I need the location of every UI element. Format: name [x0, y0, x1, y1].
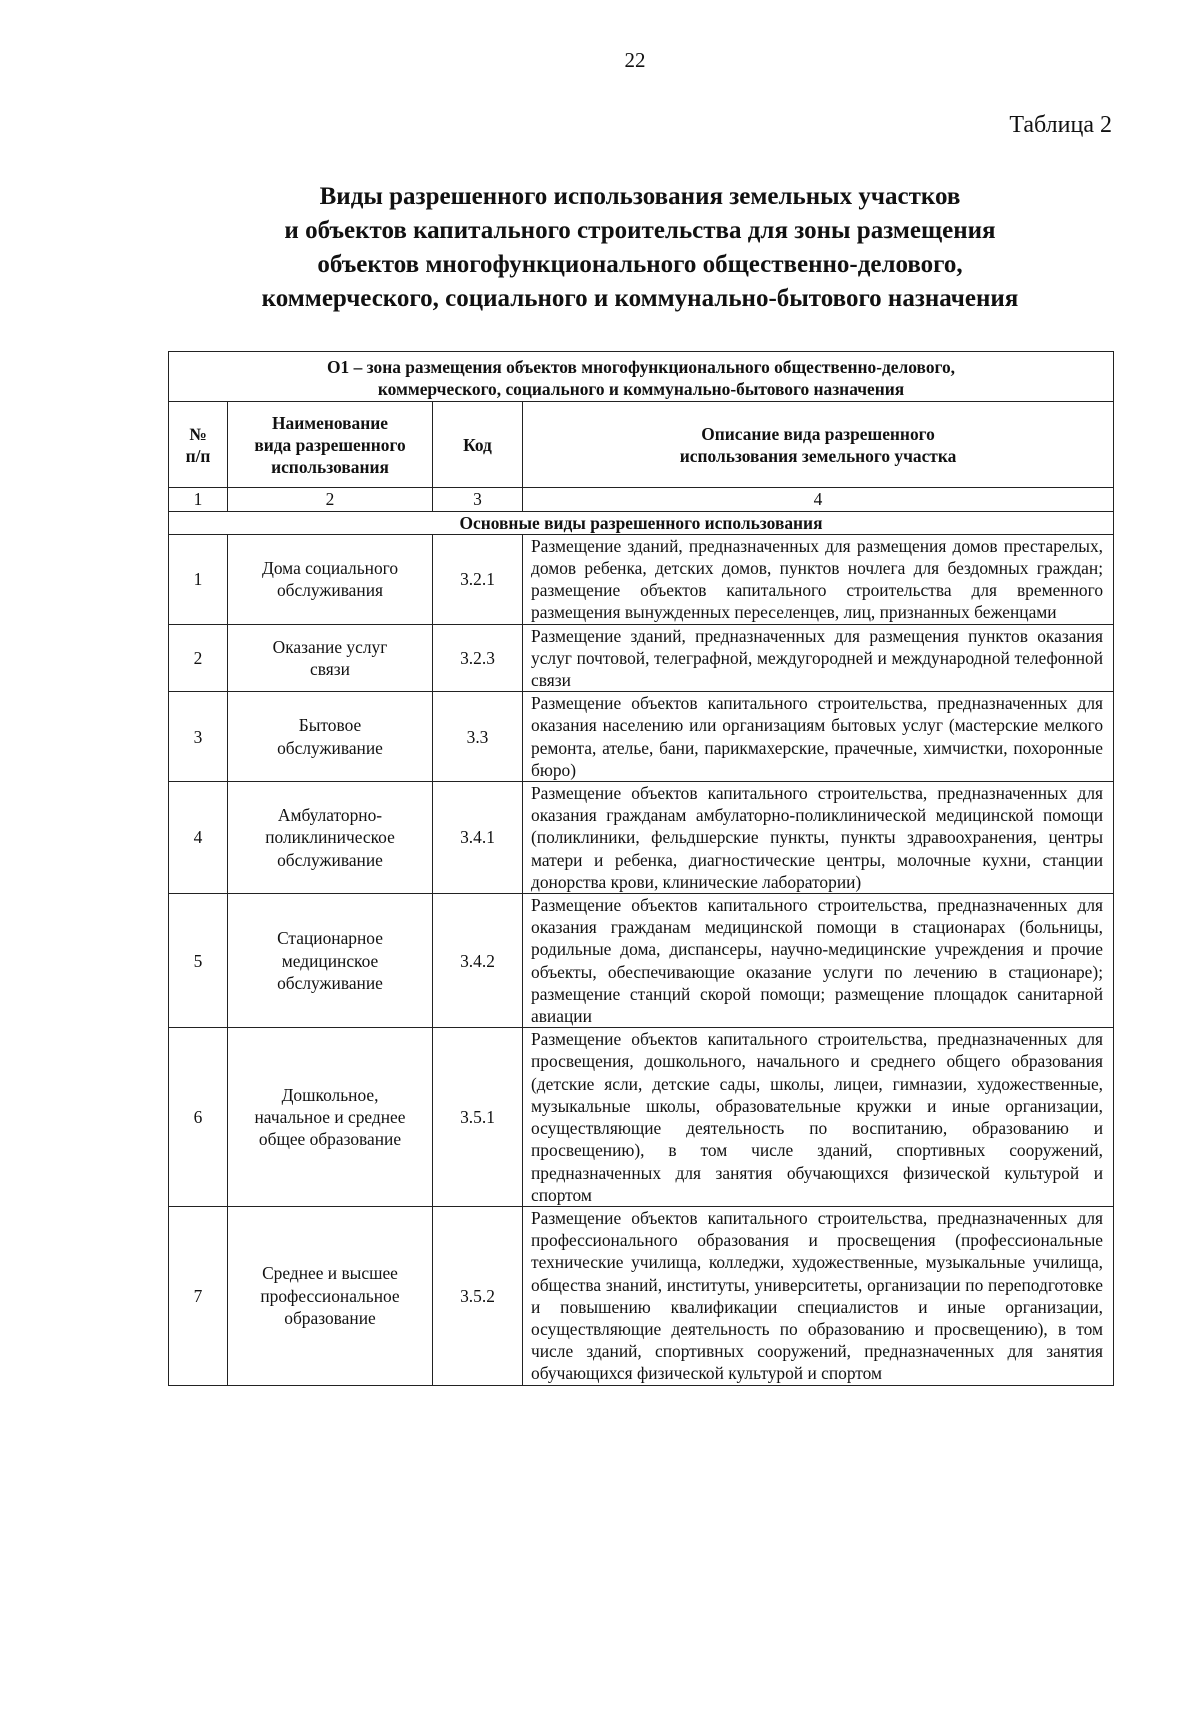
header-num-line: п/п	[185, 445, 211, 466]
column-header-row	[169, 402, 1114, 488]
row-name-line: медицинское	[281, 950, 379, 971]
row-name-line: профессиональное	[260, 1285, 400, 1306]
column-number-row	[169, 488, 1114, 511]
column-number: 2	[228, 488, 433, 511]
row-name	[228, 624, 433, 692]
row-name-line: связи	[310, 658, 350, 679]
row-code: 3.3	[433, 692, 523, 782]
row-code: 3.5.1	[433, 1028, 523, 1207]
zone-header-line: О1 – зона размещения объектов многофункционального общественно-делового,	[327, 357, 956, 377]
header-name-line: вида разрешенного	[254, 434, 406, 455]
title-line: и объектов капитального строительства для зоны размещения	[284, 217, 996, 244]
land-use-table	[168, 351, 1114, 1386]
header-desc-line: использования земельного участка	[679, 445, 957, 466]
zone-header-line: коммерческого, социального и коммунально-бытового назначения	[377, 379, 905, 400]
row-number: 5	[169, 894, 228, 1028]
title-line: коммерческого, социального и коммунально-бытового назначения	[261, 285, 1019, 312]
row-description: Размещение зданий, предназначенных для размещения пунктов оказания услуг почтовой, телеграфной, междугородней и международной телефонной связи	[523, 624, 1114, 692]
header-description	[523, 402, 1114, 488]
row-name-line: обслуживание	[277, 849, 383, 870]
header-name-line: использования	[271, 457, 389, 477]
zone-header	[169, 352, 1114, 402]
table-row	[169, 692, 1114, 782]
row-code: 3.2.1	[433, 534, 523, 624]
row-name-line: обслуживания	[276, 580, 384, 601]
table-row	[169, 1028, 1114, 1207]
row-name-line: обслуживание	[277, 737, 383, 758]
row-description: Размещение объектов капитального строительства, предназначенных для оказания населению или организациям бытовых услуг (мастерские мелкого ремонта, ателье, бани, парикмахерские, прачечные, химчистки, похоронные бюро)	[523, 692, 1114, 782]
title-line: Виды разрешенного использования земельных участков	[319, 183, 961, 210]
row-description: Размещение объектов капитального строительства, предназначенных для оказания гражданам амбулаторно-поликлинической медицинской помощи (поликлиники, фельдшерские пункты, пункты здравоохранения, центры матери и ребенка, диагностические центры, молочные кухни, станции донорства крови, клинические лаборатории)	[523, 782, 1114, 894]
header-name	[228, 402, 433, 488]
table-row	[169, 1206, 1114, 1385]
row-name-line: Амбулаторно-	[277, 805, 383, 826]
table-label: Таблица 2	[1009, 112, 1112, 138]
row-name-line: Стационарное	[277, 928, 383, 949]
page-number: 22	[624, 48, 646, 72]
table-row	[169, 624, 1114, 692]
title-line: объектов многофункционального общественно-делового,	[317, 251, 963, 278]
header-code: Код	[433, 402, 523, 488]
row-number: 3	[169, 692, 228, 782]
row-code: 3.5.2	[433, 1206, 523, 1385]
section-title: Основные виды разрешенного использования	[169, 511, 1114, 534]
row-name-line: Бытовое	[298, 715, 362, 736]
header-desc-line: Описание вида разрешенного	[701, 423, 935, 444]
column-number: 3	[433, 488, 523, 511]
row-number: 7	[169, 1206, 228, 1385]
row-name	[228, 534, 433, 624]
table-row	[169, 894, 1114, 1028]
row-name-line: Оказание услуг	[272, 636, 388, 657]
row-name-line: Среднее и высшее	[262, 1263, 398, 1284]
row-name	[228, 692, 433, 782]
header-name-line: Наименование	[272, 412, 388, 433]
row-name-line: начальное и среднее	[254, 1106, 406, 1127]
section-row	[169, 511, 1114, 534]
row-name-line: поликлиническое	[265, 827, 395, 848]
row-name	[228, 894, 433, 1028]
row-description: Размещение объектов капитального строительства, предназначенных для оказания гражданам медицинской помощи в стационарах (больницы, родильные дома, диспансеры, научно-медицинские учреждения и прочие объекты, обеспечивающие оказание услуги по лечению в стационаре); размещение станций скорой помощи; размещение площадок санитарной авиации	[523, 894, 1114, 1028]
table-row	[169, 534, 1114, 624]
row-name-line: Дошкольное,	[281, 1084, 379, 1105]
row-description: Размещение зданий, предназначенных для размещения домов престарелых, домов ребенка, детских домов, пунктов ночлега для бездомных граждан; размещение объектов капитального строительства для временного размещения вынужденных переселенцев, лиц, признанных беженцами	[523, 534, 1114, 624]
document-title	[150, 180, 1130, 316]
table-row	[169, 782, 1114, 894]
row-description: Размещение объектов капитального строительства, предназначенных для профессионального образования и просвещения (профессиональные технические училища, колледжи, художественные, музыкальные училища, общества знаний, институты, университеты, организации по переподготовке и повышению квалификации специалистов и иные организации, осуществляющие деятельность по образованию и просвещению), в том числе зданий, спортивных сооружений, предназначенных для занятия обучающихся физической культурой и спортом	[523, 1206, 1114, 1385]
column-number: 4	[523, 488, 1114, 511]
header-num-line: №	[189, 423, 207, 444]
zone-header-row	[169, 352, 1114, 402]
row-name-line: образование	[284, 1307, 376, 1328]
row-description: Размещение объектов капитального строительства, предназначенных для просвещения, дошкольного, начального и среднего общего образования (детские ясли, детские сады, школы, лицеи, гимназии, художественные, музыкальные школы, образовательные кружки и иные организации, осуществляющие деятельность по воспитанию, образованию и просвещению), в том числе зданий, спортивных сооружений, предназначенных для занятия обучающихся физической культурой и спортом	[523, 1028, 1114, 1207]
row-number: 4	[169, 782, 228, 894]
row-name-line: Дома социального	[261, 558, 399, 579]
row-name	[228, 1028, 433, 1207]
header-num	[169, 402, 228, 488]
row-name-line: общее образование	[258, 1129, 402, 1150]
row-number: 1	[169, 534, 228, 624]
row-code: 3.4.2	[433, 894, 523, 1028]
column-number: 1	[169, 488, 228, 511]
row-code: 3.4.1	[433, 782, 523, 894]
row-name-line: обслуживание	[277, 972, 383, 993]
row-number: 6	[169, 1028, 228, 1207]
row-code: 3.2.3	[433, 624, 523, 692]
row-number: 2	[169, 624, 228, 692]
row-name	[228, 1206, 433, 1385]
row-name	[228, 782, 433, 894]
